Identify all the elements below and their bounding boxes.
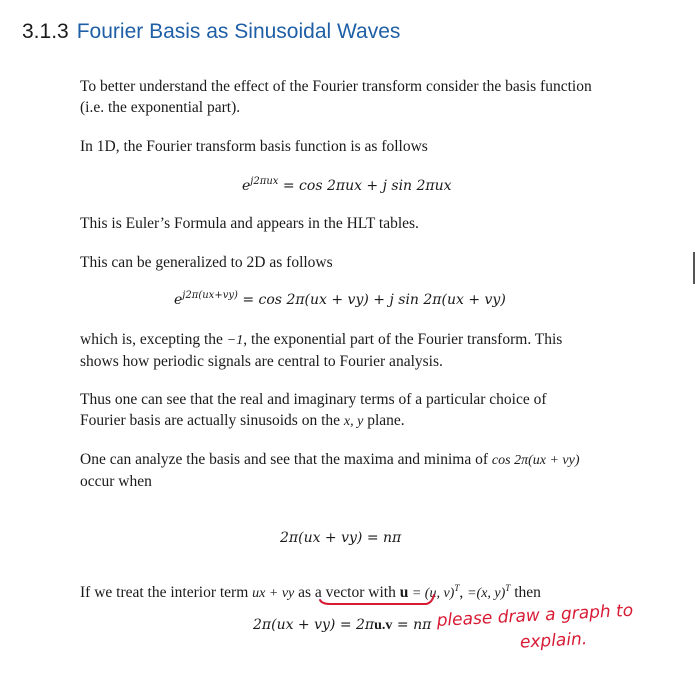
p8-math-2: = (u, v)	[408, 586, 455, 602]
paragraph-sinusoids	[80, 389, 592, 432]
p7-text-b: occur when	[80, 473, 152, 490]
paragraph-excepting	[80, 329, 592, 372]
paragraph-1d: In 1D, the Fourier transform basis function is as follows	[80, 138, 428, 155]
eq1-base: e	[242, 178, 251, 194]
p8-vector-u: u	[399, 584, 409, 602]
red-underline-mark	[318, 592, 438, 608]
p6-math: x, y	[343, 414, 364, 429]
p8-math-3: =(x, y)	[467, 586, 506, 602]
eq4-text-c: = nπ	[392, 617, 432, 633]
eq1-rhs: = cos 2πux + j sin 2πux	[278, 178, 452, 194]
p6-text-a: Thus one can see that the real and imaginary terms of a particular choice of Fourier basis are actually sinusoids on the	[80, 391, 547, 429]
scrollbar-thumb[interactable]	[693, 252, 695, 284]
equation-dot-product	[253, 617, 431, 634]
p8-sup-1: T	[454, 583, 460, 593]
annotation-line-2: explain.	[519, 629, 588, 653]
paragraph-euler: This is Euler’s Formula and appears in the HLT tables.	[80, 215, 419, 232]
eq4-text-a: 2π(ux + vy) = 2π	[253, 617, 375, 633]
p7-math: cos 2π(ux + vy)	[491, 453, 580, 468]
eq2-base: e	[174, 292, 183, 308]
annotation-line-1: please draw a graph to	[436, 600, 634, 631]
eq1-exponent: j2πux	[250, 176, 279, 187]
paragraph-maxima	[80, 449, 592, 492]
p8-comma: ,	[459, 584, 468, 602]
p8-math-1: ux + vy	[252, 586, 295, 602]
eq2-rhs: = cos 2π(ux + vy) + j sin 2π(ux + vy)	[237, 292, 506, 308]
section-heading	[22, 18, 400, 46]
p8-sup-2: T	[505, 583, 511, 593]
p5-text-b: , the exponential part of the Fourier transform. This shows how periodic signals are central to Fourier analysis.	[80, 331, 563, 370]
paragraph-2d: This can be generalized to 2D as follows	[80, 254, 333, 271]
p7-text-a: One can analyze the basis and see that the maxima and minima of	[80, 451, 492, 468]
p8-text-a: If we treat the interior term	[80, 584, 253, 602]
paragraph-intro: To better understand the effect of the Fourier transform consider the basis function (i.e. the exponential part).	[80, 78, 592, 116]
p5-math: −1	[226, 333, 244, 348]
p8-text-c: then	[510, 584, 541, 602]
section-title: Fourier Basis as Sinusoidal Waves	[76, 20, 401, 43]
p8-text-b: as a vector with	[294, 584, 400, 602]
eq2-exponent: j2π(ux+vy)	[182, 290, 238, 301]
equation-condition	[280, 530, 401, 547]
p5-text-a: which is, excepting the	[80, 331, 227, 348]
p6-text-b: plane.	[363, 412, 405, 429]
eq3-text: 2π(ux + vy) = nπ	[280, 530, 402, 546]
handwritten-annotation	[436, 598, 635, 660]
section-number: 3.1.3	[22, 20, 69, 43]
equation-euler-1d	[242, 176, 452, 195]
eq4-vectors: u.v	[374, 618, 393, 633]
equation-euler-2d	[174, 290, 506, 309]
